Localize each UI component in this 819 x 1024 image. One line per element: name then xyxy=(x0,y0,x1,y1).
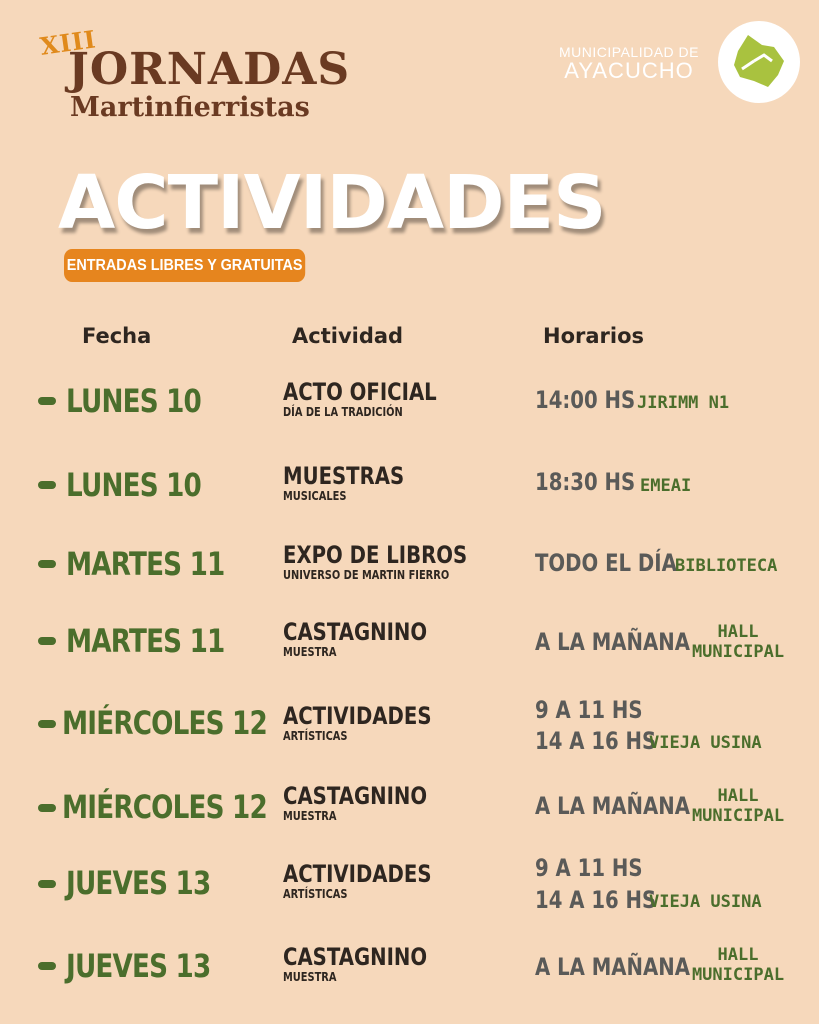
row-place-line2: MUNICIPAL xyxy=(691,965,785,985)
row-detail-wrap xyxy=(283,970,348,984)
row-activity-detail: MUSICALES xyxy=(283,489,347,503)
dash-icon xyxy=(38,962,56,970)
row-activity-detail: MUESTRA xyxy=(283,970,337,984)
row-place-line1: HALL xyxy=(717,786,759,806)
row-day-wrap xyxy=(62,788,312,826)
row-time: TODO EL DÍA xyxy=(535,549,677,577)
dash-icon xyxy=(38,880,56,888)
row-time-line2: 14 A 16 HS xyxy=(535,727,657,755)
row-activity: EXPO DE LIBROS xyxy=(283,541,468,569)
brand-title: JORNADAS xyxy=(68,44,351,95)
row-day-wrap xyxy=(66,382,231,420)
row-day: LUNES 10 xyxy=(66,382,201,420)
row-activity-wrap xyxy=(283,541,508,569)
row-place-line1: HALL xyxy=(717,945,759,965)
row-day-wrap xyxy=(66,947,242,985)
row-place xyxy=(686,786,790,826)
schedule-row xyxy=(0,692,819,755)
edition-number: XIII xyxy=(38,24,99,61)
row-time-line2: 14 A 16 HS xyxy=(535,886,657,914)
row-day: MIÉRCOLES 12 xyxy=(62,704,267,742)
row-place-line1: HALL xyxy=(717,622,759,642)
municipality-name xyxy=(559,44,699,84)
row-place xyxy=(686,945,790,985)
row-activity: CASTAGNINO xyxy=(283,943,428,971)
row-activity-detail: ARTÍSTICAS xyxy=(283,887,348,901)
row-day: LUNES 10 xyxy=(66,466,201,504)
row-activity-wrap xyxy=(283,860,464,888)
row-day: JUEVES 13 xyxy=(66,947,211,985)
row-activity: CASTAGNINO xyxy=(283,782,428,810)
row-activity-detail: MUESTRA xyxy=(283,809,337,823)
row-place: EMEAI xyxy=(640,476,692,496)
page-title: ACTIVIDADES xyxy=(58,160,606,246)
row-time: 18:30 HS xyxy=(535,468,636,496)
schedule-row xyxy=(0,372,819,432)
column-header-activity: Actividad xyxy=(292,324,404,348)
row-activity-wrap xyxy=(283,462,431,490)
row-activity-detail: UNIVERSO DE MARTIN FIERRO xyxy=(283,568,450,582)
row-time: 14:00 HS xyxy=(535,386,636,414)
row-detail-wrap xyxy=(283,809,348,823)
dash-icon xyxy=(38,720,56,728)
row-detail-wrap xyxy=(283,729,362,743)
row-time-wrap xyxy=(535,696,666,724)
row-activity-wrap xyxy=(283,702,464,730)
row-time: A LA MAÑANA xyxy=(535,792,690,820)
row-detail-wrap xyxy=(283,568,486,582)
row-time-wrap xyxy=(535,854,666,882)
schedule-row xyxy=(0,852,819,912)
row-day-wrap xyxy=(66,864,242,902)
row-time: A LA MAÑANA xyxy=(535,953,690,981)
row-day: JUEVES 13 xyxy=(66,864,211,902)
schedule-row xyxy=(0,456,819,516)
dash-icon xyxy=(38,637,56,645)
row-activity-detail: ARTÍSTICAS xyxy=(283,729,348,743)
dash-icon xyxy=(38,804,56,812)
row-place: JIRIMM N1 xyxy=(637,393,730,413)
row-activity-wrap xyxy=(283,782,459,810)
column-header-date: Fecha xyxy=(82,324,152,348)
row-detail-wrap xyxy=(283,645,348,659)
column-header-time: Horarios xyxy=(543,324,645,348)
row-day-wrap xyxy=(66,466,231,504)
row-day: MARTES 11 xyxy=(66,622,225,660)
row-day-wrap xyxy=(66,622,259,660)
row-day-wrap xyxy=(66,545,259,583)
row-activity: CASTAGNINO xyxy=(283,618,428,646)
row-place-line2: MUNICIPAL xyxy=(691,806,785,826)
row-time-wrap xyxy=(535,468,657,496)
row-day-wrap xyxy=(62,704,312,742)
row-activity-detail: DÍA DE LA TRADICIÓN xyxy=(283,405,403,419)
row-activity-detail: MUESTRA xyxy=(283,645,337,659)
schedule-row xyxy=(0,612,819,672)
row-activity: MUESTRAS xyxy=(283,462,405,490)
free-entry-badge: ENTRADAS LIBRES Y GRATUITAS xyxy=(64,249,305,282)
ayacucho-logo-icon xyxy=(718,21,800,103)
schedule-row xyxy=(0,937,819,997)
brand-subtitle: Martinfierristas xyxy=(70,92,310,123)
row-detail-wrap xyxy=(283,887,362,901)
dash-icon xyxy=(38,560,56,568)
row-place: BIBLIOTECA xyxy=(675,556,778,576)
row-place: VIEJA USINA xyxy=(649,892,762,912)
row-activity-wrap xyxy=(283,378,470,406)
dash-icon xyxy=(38,397,56,405)
row-place xyxy=(686,622,790,662)
row-activity: ACTIVIDADES xyxy=(283,860,432,888)
row-day: MARTES 11 xyxy=(66,545,225,583)
row-activity-wrap xyxy=(283,618,459,646)
row-time-line1: 9 A 11 HS xyxy=(535,854,643,882)
municipality-line1: MUNICIPALIDAD DE xyxy=(559,44,699,60)
row-time-line1: 9 A 11 HS xyxy=(535,696,643,724)
row-detail-wrap xyxy=(283,489,360,503)
row-time: A LA MAÑANA xyxy=(535,628,690,656)
row-place: VIEJA USINA xyxy=(649,733,762,753)
row-activity: ACTO OFICIAL xyxy=(283,378,437,406)
row-day: MIÉRCOLES 12 xyxy=(62,788,267,826)
schedule-row xyxy=(0,776,819,836)
row-detail-wrap xyxy=(283,405,429,419)
row-activity-wrap xyxy=(283,943,459,971)
dash-icon xyxy=(38,481,56,489)
schedule-row xyxy=(0,535,819,595)
row-place-line2: MUNICIPAL xyxy=(691,642,785,662)
municipality-line2: AYACUCHO xyxy=(564,58,694,83)
row-activity: ACTIVIDADES xyxy=(283,702,432,730)
